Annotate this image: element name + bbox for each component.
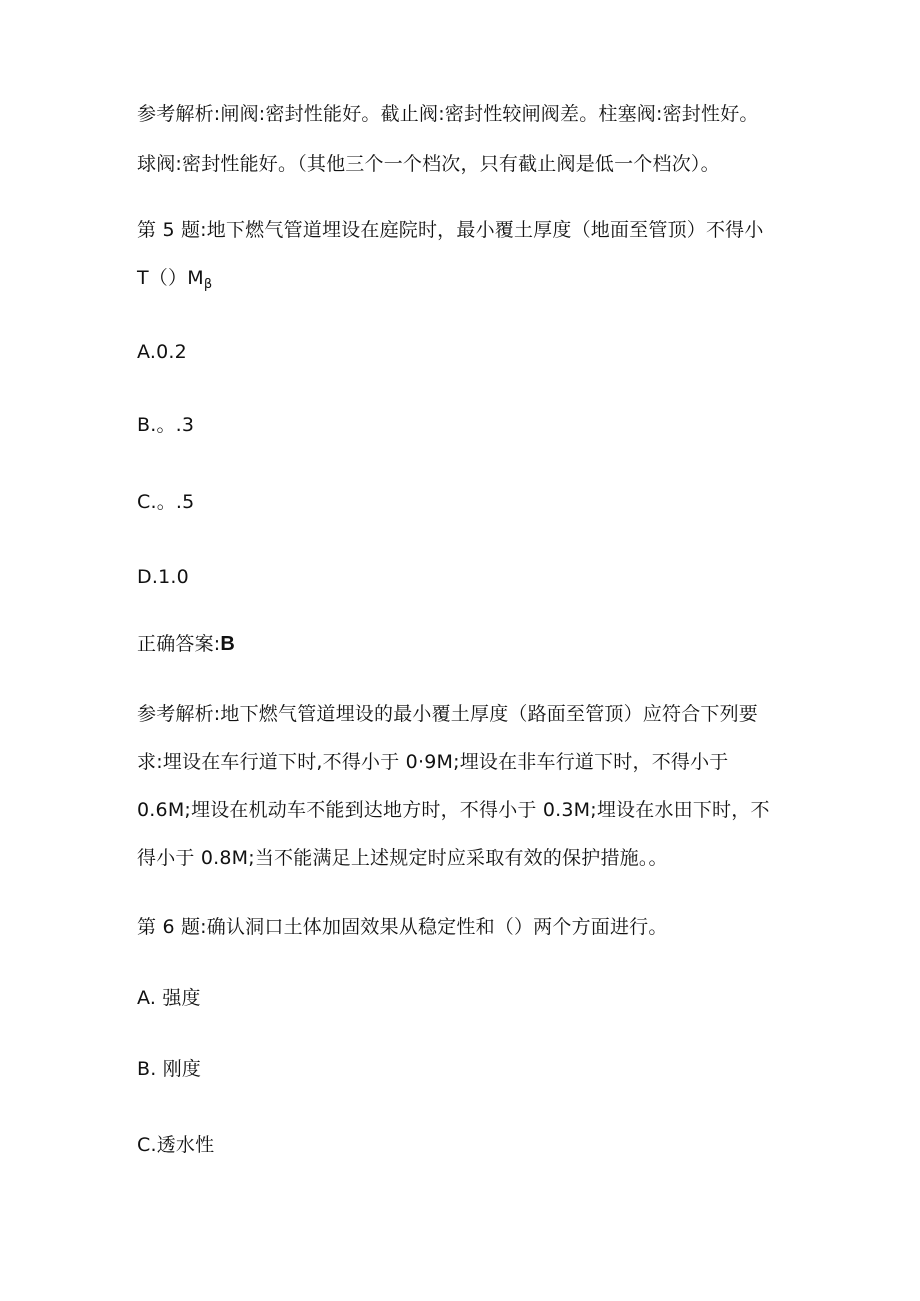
q5-option-c: C.。.5 xyxy=(137,491,195,513)
q5-explanation-line-4: 得小于 0.8M;当不能满足上述规定时应采取有效的保护措施。。 xyxy=(137,847,668,869)
q5-explanation-line-2: 求:埋设在车行道下时,不得小于 0·9M;埋设在非车行道下时，不得小于 xyxy=(137,751,729,773)
q6-option-a: A. 强度 xyxy=(137,987,201,1009)
q5-option-b: B.。.3 xyxy=(137,414,195,436)
q5-question-line-2-sub: β xyxy=(203,277,213,292)
q5-explanation-line-1: 参考解析:地下燃气管道埋设的最小覆土厚度（路面至管顶）应符合下列要 xyxy=(137,703,759,725)
q5-question-line-2-main: T（）M xyxy=(137,267,204,289)
q6-question: 第 6 题:确认洞口土体加固效果从稳定性和（）两个方面进行。 xyxy=(137,916,668,938)
q5-answer-label: 正确答案: xyxy=(137,633,221,655)
q5-question-line-1: 第 5 题:地下燃气管道埋设在庭院时，最小覆土厚度（地面至管顶）不得小 xyxy=(137,219,764,241)
q6-option-b: B. 刚度 xyxy=(137,1058,202,1080)
q5-option-a: A.0.2 xyxy=(137,341,187,363)
q5-question-line-2 xyxy=(137,266,797,297)
q4-explanation-line-2: 球阀:密封性能好。（其他三个一个档次，只有截止阀是低一个档次）。 xyxy=(137,153,720,175)
q5-answer xyxy=(137,632,797,656)
q4-explanation-line-1: 参考解析:闸阀:密封性能好。截止阀:密封性较闸阀差。柱塞阀:密封性好。 xyxy=(137,103,759,125)
q5-explanation-line-3: 0.6M;埋设在机动车不能到达地方时，不得小于 0.3M;埋设在水田下时，不 xyxy=(137,799,770,821)
q5-answer-value: B xyxy=(220,633,236,655)
q6-option-c: C.透水性 xyxy=(137,1134,215,1156)
q5-option-d: D.1.0 xyxy=(137,566,189,588)
